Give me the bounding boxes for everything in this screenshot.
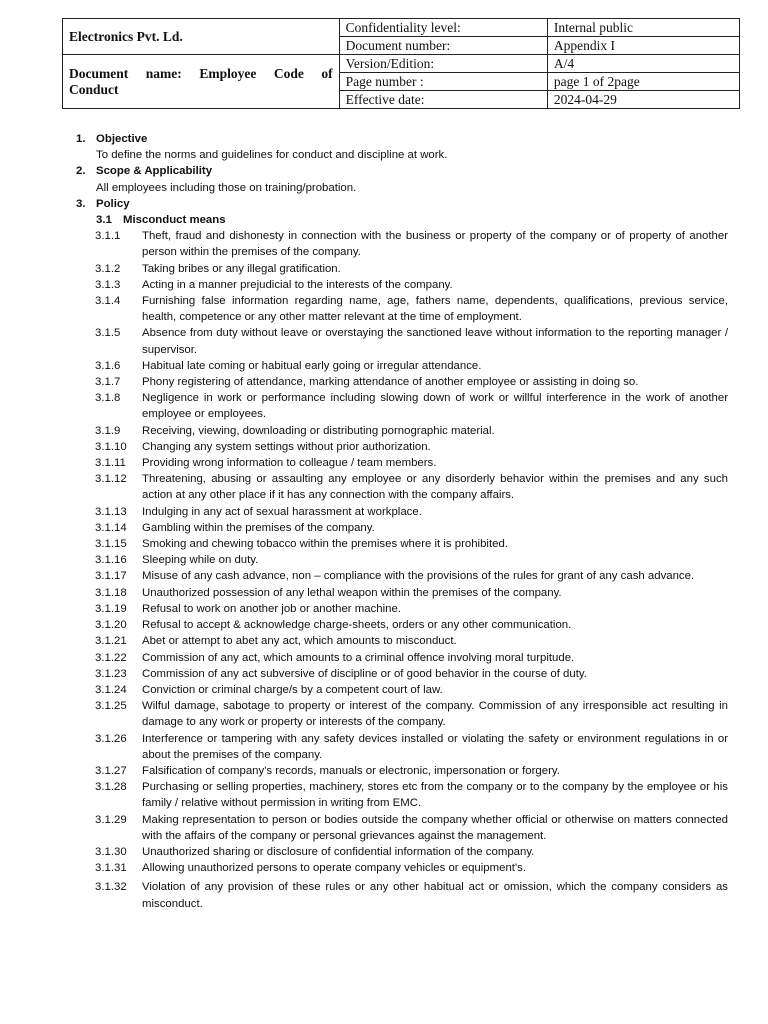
section-objective: [0, 131, 768, 163]
list-item: [0, 844, 768, 860]
list-item: [0, 390, 768, 422]
subsection-title: Misconduct means: [123, 214, 226, 227]
misconduct-list: [0, 228, 768, 912]
list-item-number: 3.1.29: [95, 813, 127, 826]
list-item: [0, 520, 768, 536]
list-item-number: 3.1.16: [95, 554, 127, 567]
version-label: Version/Edition:: [339, 55, 547, 73]
list-item: [0, 423, 768, 439]
list-item-text: Providing wrong information to colleague / team members.: [142, 457, 437, 470]
section-number: 3.: [76, 197, 86, 210]
list-item: [0, 504, 768, 520]
list-item: [0, 374, 768, 390]
version-value: A/4: [547, 55, 739, 73]
list-item: [0, 633, 768, 649]
list-item-number: 3.1.25: [95, 700, 127, 713]
section-title: Scope & Applicability: [96, 165, 213, 178]
list-item-number: 3.1.8: [95, 392, 121, 405]
list-item-number: 3.1.31: [95, 862, 127, 875]
list-item-text: Unauthorized possession of any lethal weapon within the premises of the company.: [142, 586, 562, 599]
list-item: [0, 568, 768, 584]
document-header-table: [62, 18, 740, 109]
list-item: [0, 650, 768, 666]
list-item-text: Interference or tampering with any safety devices installed or violating the safety or environment regulations in or about the premises of the company.: [142, 732, 728, 761]
section-text: All employees including those on training/probation.: [96, 181, 357, 194]
list-item-number: 3.1.21: [95, 635, 127, 648]
list-item-text: Purchasing or selling properties, machinery, stores etc from the company or to the company by the employee or his family / relative without permission in writing from EMC.: [142, 781, 728, 810]
document-name-line: Document name: Employee Code of: [69, 65, 333, 81]
list-item-number: 3.1.23: [95, 667, 127, 680]
list-item-number: 3.1.2: [95, 262, 121, 275]
list-item-number: 3.1.4: [95, 295, 121, 308]
section-heading: [0, 131, 768, 147]
list-item: [0, 325, 768, 357]
section-number: 2.: [76, 165, 86, 178]
list-item-number: 3.1.26: [95, 732, 127, 745]
list-item: [0, 812, 768, 844]
document-number-label: Document number:: [339, 37, 547, 55]
list-item: [0, 552, 768, 568]
list-item-number: 3.1.11: [95, 457, 126, 470]
list-item-number: 3.1.5: [95, 327, 121, 340]
list-item: [0, 763, 768, 779]
list-item-text: Refusal to work on another job or another machine.: [142, 602, 401, 615]
list-item-text: Indulging in any act of sexual harassment at workplace.: [142, 505, 422, 518]
list-item: [0, 682, 768, 698]
list-item-text: Theft, fraud and dishonesty in connection with the business or property of the company or of property of another person within the premises of the company.: [142, 230, 728, 259]
list-item-number: 3.1.22: [95, 651, 127, 664]
page-number-value: page 1 of 2page: [547, 73, 739, 91]
list-item-number: 3.1.24: [95, 683, 127, 696]
section-heading: [0, 196, 768, 212]
section-scope: [0, 163, 768, 195]
list-item-number: 3.1.15: [95, 538, 127, 551]
section-title: Objective: [96, 133, 148, 145]
list-item: [0, 439, 768, 455]
list-item-text: Misuse of any cash advance, non – compliance with the provisions of the rules for grant of any cash advance.: [142, 570, 695, 583]
list-item-text: Negligence in work or performance including slowing down of work or willful interference in the work of another employee or employees.: [142, 392, 728, 421]
list-item-text: Gambling within the premises of the company.: [142, 521, 375, 534]
list-item-number: 3.1.19: [95, 602, 127, 615]
list-item-text: Making representation to person or bodies outside the company whether official or otherwise on matters connected with the affairs of the company or personal grievances against the management.: [142, 813, 728, 842]
list-item: [0, 698, 768, 730]
list-item-number: 3.1.17: [95, 570, 127, 583]
list-item-text: Wilful damage, sabotage to property or interest of the company. Commission of any irresponsible act resulting in damage to any work or property or interests of the company.: [142, 700, 728, 729]
list-item-text: Conviction or criminal charge/s by a competent court of law.: [142, 683, 443, 696]
list-item-text: Falsification of company's records, manuals or electronic, impersonation or forgery.: [142, 764, 560, 777]
section-title: Policy: [96, 197, 130, 210]
list-item-number: 3.1.32: [95, 881, 127, 894]
list-item-text: Changing any system settings without prior authorization.: [142, 440, 431, 453]
confidentiality-value: Internal public: [547, 19, 739, 37]
list-item: [0, 228, 768, 260]
list-item-number: 3.1.27: [95, 764, 127, 777]
list-item: [0, 617, 768, 633]
list-item-number: 3.1.7: [95, 376, 121, 389]
list-item-text: Commission of any act subversive of discipline or of good behavior in the course of duty.: [142, 667, 587, 680]
effective-date-value: 2024-04-29: [547, 91, 739, 109]
list-item: [0, 536, 768, 552]
subsection-heading: [0, 212, 768, 228]
effective-date-label: Effective date:: [339, 91, 547, 109]
list-item-number: 3.1.18: [95, 586, 127, 599]
list-item-number: 3.1.28: [95, 781, 127, 794]
subsection-number: 3.1: [96, 214, 112, 227]
list-item: [0, 666, 768, 682]
section-number: 1.: [76, 133, 86, 145]
list-item-text: Receiving, viewing, downloading or distributing pornographic material.: [142, 424, 495, 437]
list-item-number: 3.1.3: [95, 278, 121, 291]
list-item: [0, 860, 768, 876]
list-item-text: Unauthorized sharing or disclosure of confidential information of the company.: [142, 845, 535, 858]
list-item-number: 3.1.9: [95, 424, 121, 437]
list-item-text: Smoking and chewing tobacco within the premises where it is prohibited.: [142, 538, 508, 551]
list-item-number: 3.1.13: [95, 505, 127, 518]
list-item: [0, 585, 768, 601]
list-item-text: Taking bribes or any illegal gratification.: [142, 262, 341, 275]
company-name: Electronics Pvt. Ld.: [63, 19, 340, 55]
list-item-number: 3.1.10: [95, 440, 127, 453]
list-item-text: Refusal to accept & acknowledge charge-sheets, orders or any other communication.: [142, 619, 572, 632]
list-item-text: Violation of any provision of these rules or any other habitual act or omission, which the company considers as misconduct.: [142, 881, 728, 910]
list-item-number: 3.1.20: [95, 619, 127, 632]
list-item-number: 3.1.1: [95, 230, 121, 243]
list-item: [0, 277, 768, 293]
list-item: [0, 879, 768, 911]
list-item-number: 3.1.6: [95, 359, 121, 372]
section-policy: [0, 196, 768, 212]
list-item-text: Absence from duty without leave or overstaying the sanctioned leave without information to the reporting manager / supervisor.: [142, 327, 728, 356]
list-item-text: Commission of any act, which amounts to a criminal offence involving moral turpitude.: [142, 651, 575, 664]
list-item-text: Furnishing false information regarding name, age, fathers name, dependents, qualifications, previous service, health, competence or any other matter relevant at the time of employment.: [142, 295, 728, 324]
list-item-text: Habitual late coming or habitual early going or irregular attendance.: [142, 359, 482, 372]
list-item-text: Acting in a manner prejudicial to the interests of the company.: [142, 278, 453, 291]
list-item: [0, 779, 768, 811]
document-body: [0, 131, 768, 912]
list-item: [0, 601, 768, 617]
list-item-text: Abet or attempt to abet any act, which amounts to misconduct.: [142, 635, 457, 648]
list-item: [0, 261, 768, 277]
confidentiality-label: Confidentiality level:: [339, 19, 547, 37]
section-text: To define the norms and guidelines for conduct and discipline at work.: [96, 149, 448, 162]
page-number-label: Page number :: [339, 73, 547, 91]
list-item: [0, 731, 768, 763]
list-item-text: Sleeping while on duty.: [142, 554, 259, 567]
list-item: [0, 293, 768, 325]
list-item: [0, 455, 768, 471]
document-number-value: Appendix I: [547, 37, 739, 55]
list-item-text: Threatening, abusing or assaulting any employee or any disorderly behavior within the premises and any such action at any other place if it has any connection with the company affairs.: [142, 473, 728, 502]
section-heading: [0, 163, 768, 179]
list-item-number: 3.1.30: [95, 845, 127, 858]
list-item-text: Phony registering of attendance, marking attendance of another employee or assisting in doing so.: [142, 376, 639, 389]
list-item-text: Allowing unauthorized persons to operate company vehicles or equipment's.: [142, 862, 526, 875]
document-name-last: Conduct: [69, 81, 119, 97]
document-name-cell: [63, 55, 340, 109]
list-item-number: 3.1.14: [95, 521, 127, 534]
list-item: [0, 471, 768, 503]
list-item-number: 3.1.12: [95, 473, 127, 486]
list-item: [0, 358, 768, 374]
